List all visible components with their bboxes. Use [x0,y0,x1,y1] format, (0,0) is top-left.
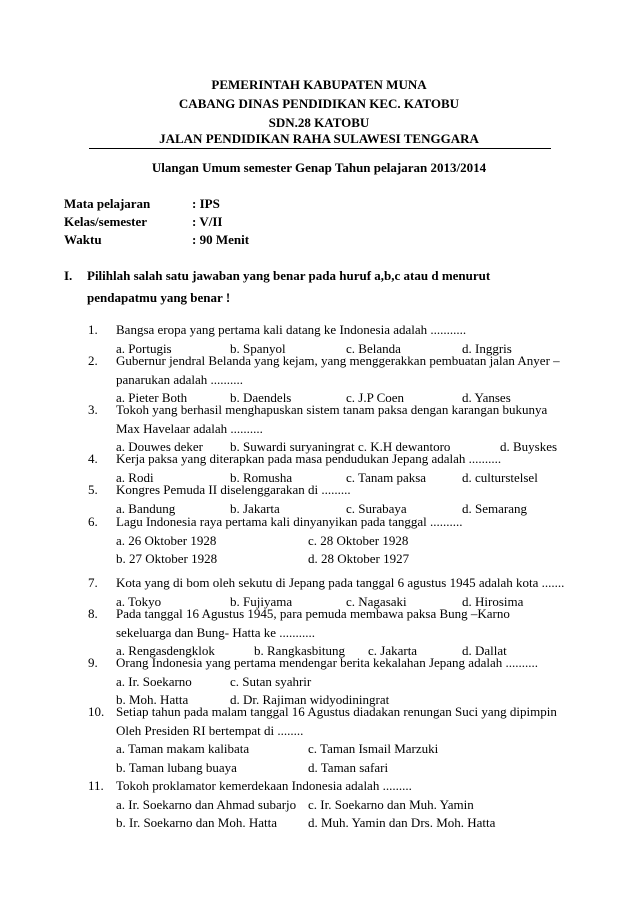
answer-option: d. Hirosima [462,593,524,609]
answer-option: a. Pieter Both [116,390,188,406]
answer-option: d. Yanses [462,390,511,406]
answer-option: b. Jakarta [230,500,280,516]
exam-subtitle: Ulangan Umum semester Genap Tahun pelajaran 2013/2014 [151,160,487,175]
answer-option: d. Semarang [462,500,527,516]
question-text: Gubernur jendral Belanda yang kejam, yang menggerakkan pembuatan jalan Anyer – [116,353,560,368]
answer-option: c. Nagasaki [346,593,407,609]
question-number: 9. [88,655,98,670]
question-text: Tokoh proklamator kemerdekaan Indonesia adalah ......... [116,778,412,793]
answer-option: b. Romusha [230,469,293,485]
answer-option: c. 28 Oktober 1928 [308,532,409,548]
answer-option: c. Surabaya [346,500,407,516]
subject-value: : IPS [192,196,220,211]
header-line-2: CABANG DINAS PENDIDIKAN KEC. KATOBU [178,96,460,111]
class-label: Kelas/semester [64,214,148,229]
question-text: Lagu Indonesia raya pertama kali dinyanyikan pada tanggal .......... [116,514,463,529]
question-text: Kota yang di bom oleh sekutu di Jepang pada tanggal 6 agustus 1945 adalah kota ....... [116,575,565,590]
question-number: 1. [88,322,98,337]
header-line-4: JALAN PENDIDIKAN RAHA SULAWESI TENGGARA [159,131,479,146]
question-number: 10. [88,704,105,719]
answer-option: d. Taman safari [308,759,389,775]
subject-label: Mata pelajaran [64,196,151,211]
instruction-line-1: Pilihlah salah satu jawaban yang benar pada huruf a,b,c atau d menurut [87,268,491,283]
answer-option: b. Taman lubang buaya [116,759,237,775]
class-value: : V/II [192,214,223,229]
answer-option: b. Rangkasbitung [254,643,345,659]
answer-option: a. Douwes deker [116,439,203,455]
question-text: Max Havelaar adalah .......... [116,420,263,436]
answer-option: a. Portugis [116,340,172,356]
answer-option: a. Rengasdengklok [116,643,215,659]
answer-option: a. Taman makam kalibata [116,741,250,757]
answer-option: a. Bandung [116,500,176,516]
question-number: 5. [88,482,98,497]
answer-option: c. J.P Coen [346,390,405,406]
answer-option: c. Belanda [346,340,401,356]
answer-option: a. Rodi [116,469,154,485]
answer-option: a. Ir. Soekarno [116,673,192,689]
answer-option: a. Tokyo [116,593,162,609]
question-number: 4. [88,451,98,466]
question-number: 3. [88,402,98,417]
answer-option: d. Inggris [462,340,512,356]
answer-option: d. culturstelsel [462,469,538,485]
answer-option: a. 26 Oktober 1928 [116,532,217,548]
answer-option: c. Tanam paksa [346,469,427,485]
answer-option: b. Spanyol [230,340,286,356]
instruction-line-2: pendapatmu yang benar ! [87,290,231,305]
question-number: 7. [88,575,98,590]
header-line-3: SDN.28 KATOBU [268,115,370,130]
answer-option: c. K.H dewantoro [358,439,451,455]
question-text: Orang Indonesia yang pertama mendengar berita kekalahan Jepang adalah .......... [116,655,538,670]
instruction [64,265,564,309]
question-text: Pada tanggal 16 Agustus 1945, para pemuda membawa paksa Bung –Karno [116,606,510,621]
question-text: Oleh Presiden RI bertempat di ........ [116,722,304,738]
answer-option: b. 27 Oktober 1928 [116,551,218,567]
question-text: Kongres Pemuda II diselenggarakan di ......... [116,482,351,497]
question-number: 8. [88,606,98,621]
info-class [64,214,222,230]
answer-option: b. Ir. Soekarno dan Moh. Hatta [116,815,278,831]
time-label: Waktu [64,232,102,247]
answer-option: b. Daendels [230,390,292,406]
answer-option: b. Moh. Hatta [116,692,189,708]
question-text: Bangsa eropa yang pertama kali datang ke Indonesia adalah ........... [116,322,467,337]
answer-option: b. Suwardi suryaningrat [230,439,355,455]
question-number: 11. [88,778,104,793]
info-subject [64,196,220,212]
answer-option: c. Ir. Soekarno dan Muh. Yamin [308,796,474,812]
info-time [64,232,249,248]
answer-option: d. Muh. Yamin dan Drs. Moh. Hatta [308,815,496,831]
answer-option: c. Sutan syahrir [230,673,312,689]
question-text: panarukan adalah .......... [116,371,244,387]
question-text: Tokoh yang berhasil menghapuskan sistem tanam paksa dengan karangan bukunya [116,402,548,417]
answer-option: a. Ir. Soekarno dan Ahmad subarjo [116,796,297,812]
question-text: sekeluarga dan Bung- Hatta ke ........... [116,624,316,640]
answer-option: b. Fujiyama [230,593,293,609]
question-number: 2. [88,353,98,368]
question-text: Setiap tahun pada malam tanggal 16 Agustus diadakan renungan Suci yang dipimpin [116,704,557,719]
time-value: : 90 Menit [192,232,250,247]
answer-option: c. Taman Ismail Marzuki [308,741,439,757]
header-line-1: PEMERINTAH KABUPATEN MUNA [211,77,427,92]
question-number: 6. [88,514,98,529]
header-divider [89,148,551,149]
answer-option: d. Dallat [462,643,507,659]
answer-option: d. Dr. Rajiman widyodiningrat [230,692,390,708]
answer-option: c. Jakarta [368,643,418,659]
question-text: Kerja paksa yang diterapkan pada masa pendudukan Jepang adalah .......... [116,451,502,466]
answer-option: d. Buyskes [500,439,558,455]
answer-option: d. 28 Oktober 1927 [308,551,410,567]
instruction-number: I. [64,268,73,283]
